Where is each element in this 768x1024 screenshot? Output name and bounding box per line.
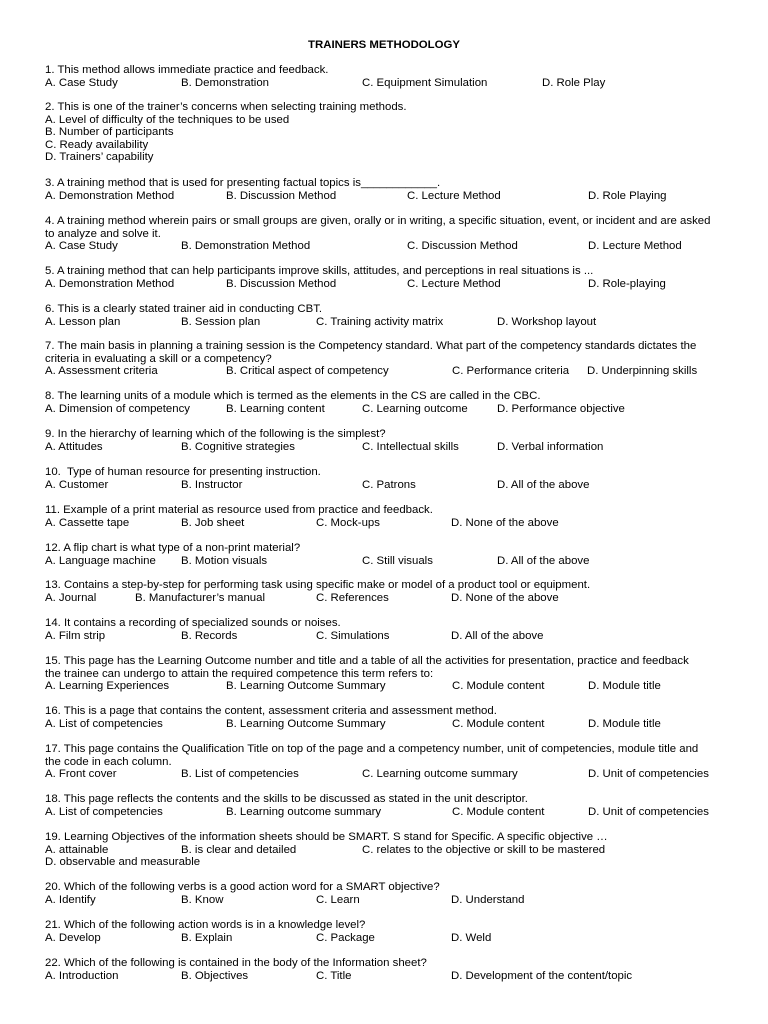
answer-option: C. Lecture Method xyxy=(407,277,501,290)
question-text: 12. A flip chart is what type of a non-print material? xyxy=(45,542,301,554)
answer-option: C. Performance criteria xyxy=(452,365,570,378)
answer-option: B. Learning outcome summary xyxy=(226,805,382,818)
answer-option: A. Demonstration Method xyxy=(45,189,175,202)
question-block xyxy=(45,542,725,567)
answer-options-row xyxy=(45,441,725,454)
answer-option: C. Equipment Simulation xyxy=(362,76,488,89)
question-block xyxy=(45,504,725,529)
answer-option: A. Lesson plan xyxy=(45,315,121,328)
answer-option: B. Learning Outcome Summary xyxy=(226,717,386,730)
answer-option: A. attainable xyxy=(45,843,109,856)
answer-options-row xyxy=(45,365,725,378)
answer-options-row xyxy=(45,894,725,907)
question-text: 17. This page contains the Qualification Title on top of the page and a competency number, unit of competencies, module title and the code in each column. xyxy=(45,743,702,768)
answer-option: C. Ready availability xyxy=(45,138,149,151)
answer-option: D. Understand xyxy=(451,893,525,906)
question-block xyxy=(45,831,725,869)
question-text: 20. Which of the following verbs is a good action word for a SMART objective? xyxy=(45,881,440,893)
question-text: 4. A training method wherein pairs or small groups are given, orally or in writing, a specific situation, event, or incident and are asked to analyze and solve it. xyxy=(45,215,714,240)
answer-option: B. Cognitive strategies xyxy=(181,440,295,453)
question-text: 2. This is one of the trainer’s concerns when selecting training methods. xyxy=(45,101,407,113)
answer-options-row xyxy=(45,77,725,90)
answer-options-row xyxy=(45,316,725,329)
question-text: 9. In the hierarchy of learning which of the following is the simplest? xyxy=(45,428,386,440)
answer-option: A. Demonstration Method xyxy=(45,277,175,290)
answer-option: C. Package xyxy=(316,931,375,944)
answer-option: C. Module content xyxy=(452,680,545,693)
question-block xyxy=(45,303,725,328)
question-block xyxy=(45,428,725,453)
answer-options-row xyxy=(45,190,725,203)
answer-options-row xyxy=(45,555,725,568)
answer-option: C. Discussion Method xyxy=(407,240,518,253)
question-text: 10. Type of human resource for presenting instruction. xyxy=(45,466,321,478)
answer-option: C. Module content xyxy=(452,717,545,730)
answer-options-row xyxy=(45,517,725,530)
answer-option: C. Patrons xyxy=(362,478,416,491)
question-block xyxy=(45,64,725,89)
answer-option: D. All of the above xyxy=(497,554,590,567)
answer-option: A. List of competencies xyxy=(45,717,163,730)
question-block xyxy=(45,340,725,378)
answer-option: B. Records xyxy=(181,629,238,642)
answer-option: B. Job sheet xyxy=(181,516,245,529)
answer-option: A. Develop xyxy=(45,931,101,944)
answer-options-row xyxy=(45,479,725,492)
answer-option: B. Demonstration xyxy=(181,76,269,89)
answer-option: D. Lecture Method xyxy=(588,240,682,253)
question-text: 13. Contains a step-by-step for performing task using specific make or model of a product tool or equipment. xyxy=(45,579,591,591)
question-block xyxy=(45,881,725,906)
question-block xyxy=(45,793,725,818)
answer-option: C. Learning outcome summary xyxy=(362,768,518,781)
answer-option: A. Film strip xyxy=(45,629,106,642)
question-block xyxy=(45,617,725,642)
answer-option: B. Explain xyxy=(181,931,233,944)
question-block xyxy=(45,390,725,415)
answer-options-row xyxy=(45,970,725,983)
answer-option: A. Dimension of competency xyxy=(45,402,190,415)
question-block xyxy=(45,957,725,982)
answer-option: B. Number of participants xyxy=(45,126,174,139)
answer-option: A. Learning Experiences xyxy=(45,680,170,693)
answer-option: D. Weld xyxy=(451,931,492,944)
question-text: 8. The learning units of a module which is termed as the elements in the CS are called in the CBC. xyxy=(45,390,541,402)
answer-option: B. Manufacturer’s manual xyxy=(135,591,266,604)
question-text: 14. It contains a recording of specialized sounds or noises. xyxy=(45,617,341,629)
answer-option: A. Language machine xyxy=(45,554,156,567)
answer-options-row xyxy=(45,844,725,857)
answer-option: B. Session plan xyxy=(181,315,261,328)
answer-options-row xyxy=(45,806,725,819)
answer-option: B. Demonstration Method xyxy=(181,240,311,253)
answer-option: C. Intellectual skills xyxy=(362,440,459,453)
answer-option: C. Still visuals xyxy=(362,554,433,567)
answer-option: B. Discussion Method xyxy=(226,277,337,290)
answer-option: B. Motion visuals xyxy=(181,554,268,567)
answer-option: D. Role Playing xyxy=(588,189,667,202)
answer-option: D. Development of the content/topic xyxy=(451,969,633,982)
answer-option: B. Discussion Method xyxy=(226,189,337,202)
question-text: 11. Example of a print material as resource used from practice and feedback. xyxy=(45,504,433,516)
answer-option: D. Performance objective xyxy=(497,402,625,415)
answer-option: D. All of the above xyxy=(451,629,544,642)
question-text: 5. A training method that can help participants improve skills, attitudes, and perceptions in real situations is ... xyxy=(45,265,594,277)
answer-option: D. Unit of competencies xyxy=(588,768,709,781)
question-text: 1. This method allows immediate practice and feedback. xyxy=(45,64,329,76)
question-block xyxy=(45,101,725,164)
question-text: 3. A training method that is used for presenting factual topics is____________. xyxy=(45,177,441,189)
answer-options-row xyxy=(45,630,725,643)
answer-option: B. Know xyxy=(181,893,224,906)
answer-options-row xyxy=(45,240,725,253)
answer-option: A. Customer xyxy=(45,478,109,491)
answer-options-row xyxy=(45,403,725,416)
answer-option: C. Training activity matrix xyxy=(316,315,444,328)
answer-options-row xyxy=(45,592,725,605)
document-title: TRAINERS METHODOLOGY xyxy=(308,39,460,51)
answer-option: C. Title xyxy=(316,969,352,982)
answer-option: D. observable and measurable xyxy=(45,856,201,869)
answer-options-row xyxy=(45,718,725,731)
answer-option: C. Learning outcome xyxy=(362,402,468,415)
answer-option: B. Learning Outcome Summary xyxy=(226,680,386,693)
answer-option: C. Lecture Method xyxy=(407,189,501,202)
answer-option: A. List of competencies xyxy=(45,805,163,818)
answer-option: A. Case Study xyxy=(45,76,118,89)
question-text: 22. Which of the following is contained in the body of the Information sheet? xyxy=(45,957,427,969)
question-block xyxy=(45,743,725,781)
question-block xyxy=(45,919,725,944)
question-text: 16. This is a page that contains the content, assessment criteria and assessment method. xyxy=(45,705,497,717)
question-block xyxy=(45,265,725,290)
answer-option: D. All of the above xyxy=(497,478,590,491)
question-block xyxy=(45,705,725,730)
question-text: 21. Which of the following action words is in a knowledge level? xyxy=(45,919,366,931)
question-text: 15. This page has the Learning Outcome number and title and a table of all the activities for presentation, practice and feedback the trainee can undergo to attain the required competence this term refers to: xyxy=(45,655,692,680)
answer-option: D. Module title xyxy=(588,717,661,730)
answer-option: B. Objectives xyxy=(181,969,249,982)
question-block xyxy=(45,177,725,202)
answer-option: D. Verbal information xyxy=(497,440,604,453)
answer-option: D. Module title xyxy=(588,680,661,693)
answer-option: D. Unit of competencies xyxy=(588,805,709,818)
question-block xyxy=(45,579,725,604)
question-text: 6. This is a clearly stated trainer aid in conducting CBT. xyxy=(45,303,323,315)
answer-option: C. relates to the objective or skill to be mastered xyxy=(362,843,606,856)
answer-option: B. Learning content xyxy=(226,402,325,415)
answer-option: A. Introduction xyxy=(45,969,119,982)
answer-option: D. Workshop layout xyxy=(497,315,597,328)
answer-option: C. Module content xyxy=(452,805,545,818)
answer-option: C. Mock-ups xyxy=(316,516,380,529)
answer-option: D. Underpinning skills xyxy=(587,365,698,378)
answer-option: D. Role Play xyxy=(542,76,606,89)
question-block xyxy=(45,466,725,491)
question-block xyxy=(45,215,725,253)
answer-option: C. Learn xyxy=(316,893,360,906)
answer-option: A. Attitudes xyxy=(45,440,103,453)
answer-option: A. Level of difficulty of the techniques to be used xyxy=(45,113,290,126)
answer-options-row xyxy=(45,932,725,945)
answer-option: A. Front cover xyxy=(45,768,117,781)
answer-options-row xyxy=(45,278,725,291)
answer-option: B. List of competencies xyxy=(181,768,299,781)
answer-option: C. Simulations xyxy=(316,629,390,642)
answer-option: D. Trainers’ capability xyxy=(45,151,154,164)
answer-option: A. Identify xyxy=(45,893,96,906)
question-text: 18. This page reflects the contents and the skills to be discussed as stated in the unit descriptor. xyxy=(45,793,528,805)
answer-option: D. None of the above xyxy=(451,591,559,604)
answer-options-row xyxy=(45,768,725,781)
answer-option: A. Assessment criteria xyxy=(45,365,158,378)
answer-option: B. Instructor xyxy=(181,478,243,491)
answer-option: B. Critical aspect of competency xyxy=(226,365,389,378)
answer-option: D. Role-playing xyxy=(588,277,666,290)
question-text: 19. Learning Objectives of the information sheets should be SMART. S stand for Specific. A specific objective … xyxy=(45,831,608,843)
answer-option: A. Journal xyxy=(45,591,97,604)
question-text: 7. The main basis in planning a training session is the Competency standard. What part of the competency standards dictates the criteria in evaluating a skill or a competency? xyxy=(45,340,700,365)
answer-option: C. References xyxy=(316,591,389,604)
answer-option: A. Case Study xyxy=(45,240,118,253)
answer-options-row xyxy=(45,680,725,693)
question-block xyxy=(45,655,725,693)
answer-option: D. None of the above xyxy=(451,516,559,529)
answer-option: A. Cassette tape xyxy=(45,516,130,529)
answer-option: B. is clear and detailed xyxy=(181,843,297,856)
